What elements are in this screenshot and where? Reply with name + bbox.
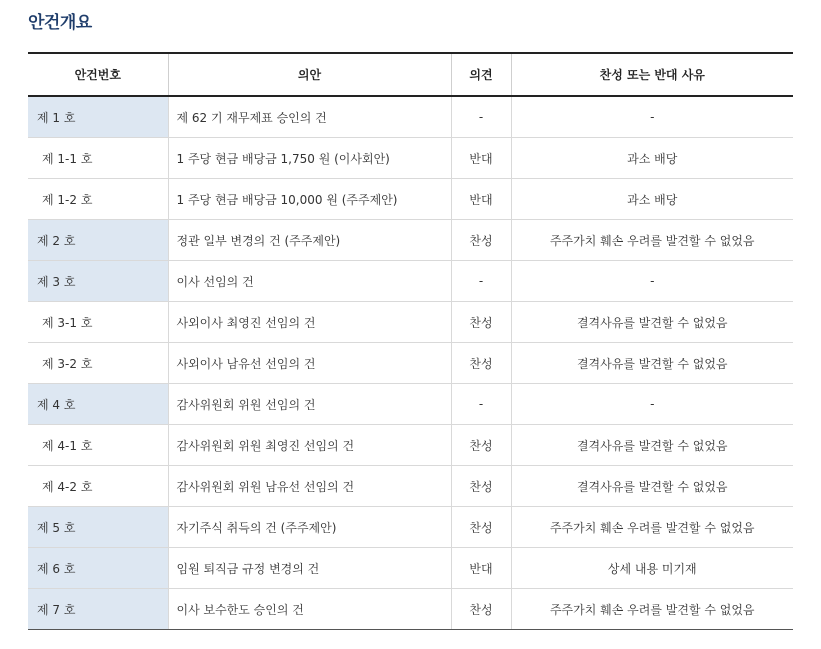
agenda-reason: - bbox=[511, 96, 793, 138]
agenda-reason: - bbox=[511, 261, 793, 302]
agenda-title: 사외이사 남유선 선임의 건 bbox=[168, 343, 451, 384]
table-row bbox=[28, 343, 793, 384]
agenda-number: 제 5 호 bbox=[28, 507, 168, 548]
agenda-reason: 결격사유를 발견할 수 없었음 bbox=[511, 343, 793, 384]
agenda-number: 제 3 호 bbox=[28, 261, 168, 302]
agenda-title: 1 주당 현금 배당금 10,000 원 (주주제안) bbox=[168, 179, 451, 220]
table-row bbox=[28, 384, 793, 425]
agenda-reason: 결격사유를 발견할 수 없었음 bbox=[511, 302, 793, 343]
table-body bbox=[28, 96, 793, 630]
agenda-opinion: 찬성 bbox=[451, 343, 511, 384]
agenda-opinion: 찬성 bbox=[451, 466, 511, 507]
agenda-title: 감사위원회 위원 선임의 건 bbox=[168, 384, 451, 425]
table-row bbox=[28, 425, 793, 466]
agenda-reason: 상세 내용 미기재 bbox=[511, 548, 793, 589]
agenda-reason: 주주가치 훼손 우려를 발견할 수 없었음 bbox=[511, 220, 793, 261]
agenda-title: 사외이사 최영진 선임의 건 bbox=[168, 302, 451, 343]
table-row bbox=[28, 548, 793, 589]
header-agenda-title: 의안 bbox=[168, 53, 451, 96]
header-agenda-number: 안건번호 bbox=[28, 53, 168, 96]
agenda-opinion: 찬성 bbox=[451, 589, 511, 630]
agenda-opinion: 찬성 bbox=[451, 220, 511, 261]
agenda-title: 이사 보수한도 승인의 건 bbox=[168, 589, 451, 630]
agenda-reason: 과소 배당 bbox=[511, 179, 793, 220]
agenda-number: 제 3-1 호 bbox=[28, 302, 168, 343]
table-row bbox=[28, 96, 793, 138]
table-row bbox=[28, 138, 793, 179]
agenda-number: 제 1-1 호 bbox=[28, 138, 168, 179]
agenda-reason: 주주가치 훼손 우려를 발견할 수 없었음 bbox=[511, 589, 793, 630]
agenda-opinion: - bbox=[451, 261, 511, 302]
agenda-number: 제 4-2 호 bbox=[28, 466, 168, 507]
table-row bbox=[28, 179, 793, 220]
agenda-reason: 결격사유를 발견할 수 없었음 bbox=[511, 425, 793, 466]
agenda-reason: 주주가치 훼손 우려를 발견할 수 없었음 bbox=[511, 507, 793, 548]
agenda-reason: 과소 배당 bbox=[511, 138, 793, 179]
agenda-number: 제 4 호 bbox=[28, 384, 168, 425]
agenda-table bbox=[28, 52, 793, 630]
agenda-number: 제 2 호 bbox=[28, 220, 168, 261]
agenda-number: 제 6 호 bbox=[28, 548, 168, 589]
agenda-opinion: 찬성 bbox=[451, 507, 511, 548]
table-row bbox=[28, 589, 793, 630]
table-row bbox=[28, 302, 793, 343]
section-title: 안건개요 bbox=[28, 13, 92, 33]
agenda-title: 1 주당 현금 배당금 1,750 원 (이사회안) bbox=[168, 138, 451, 179]
header-reason: 찬성 또는 반대 사유 bbox=[511, 53, 793, 96]
agenda-opinion: 찬성 bbox=[451, 302, 511, 343]
agenda-opinion: 반대 bbox=[451, 138, 511, 179]
agenda-number: 제 4-1 호 bbox=[28, 425, 168, 466]
agenda-opinion: - bbox=[451, 384, 511, 425]
agenda-title: 감사위원회 위원 남유선 선임의 건 bbox=[168, 466, 451, 507]
agenda-title: 자기주식 취득의 건 (주주제안) bbox=[168, 507, 451, 548]
agenda-opinion: 반대 bbox=[451, 179, 511, 220]
header-opinion: 의견 bbox=[451, 53, 511, 96]
agenda-title: 이사 선임의 건 bbox=[168, 261, 451, 302]
agenda-title: 제 62 기 재무제표 승인의 건 bbox=[168, 96, 451, 138]
agenda-title: 정관 일부 변경의 건 (주주제안) bbox=[168, 220, 451, 261]
agenda-title: 임원 퇴직금 규정 변경의 건 bbox=[168, 548, 451, 589]
table-header-row bbox=[28, 53, 793, 96]
agenda-number: 제 7 호 bbox=[28, 589, 168, 630]
agenda-title: 감사위원회 위원 최영진 선임의 건 bbox=[168, 425, 451, 466]
agenda-reason: 결격사유를 발견할 수 없었음 bbox=[511, 466, 793, 507]
table-row bbox=[28, 466, 793, 507]
table-row bbox=[28, 261, 793, 302]
table-row bbox=[28, 220, 793, 261]
table-row bbox=[28, 507, 793, 548]
agenda-opinion: 반대 bbox=[451, 548, 511, 589]
agenda-number: 제 3-2 호 bbox=[28, 343, 168, 384]
agenda-opinion: - bbox=[451, 96, 511, 138]
agenda-number: 제 1-2 호 bbox=[28, 179, 168, 220]
agenda-reason: - bbox=[511, 384, 793, 425]
agenda-opinion: 찬성 bbox=[451, 425, 511, 466]
agenda-number: 제 1 호 bbox=[28, 96, 168, 138]
